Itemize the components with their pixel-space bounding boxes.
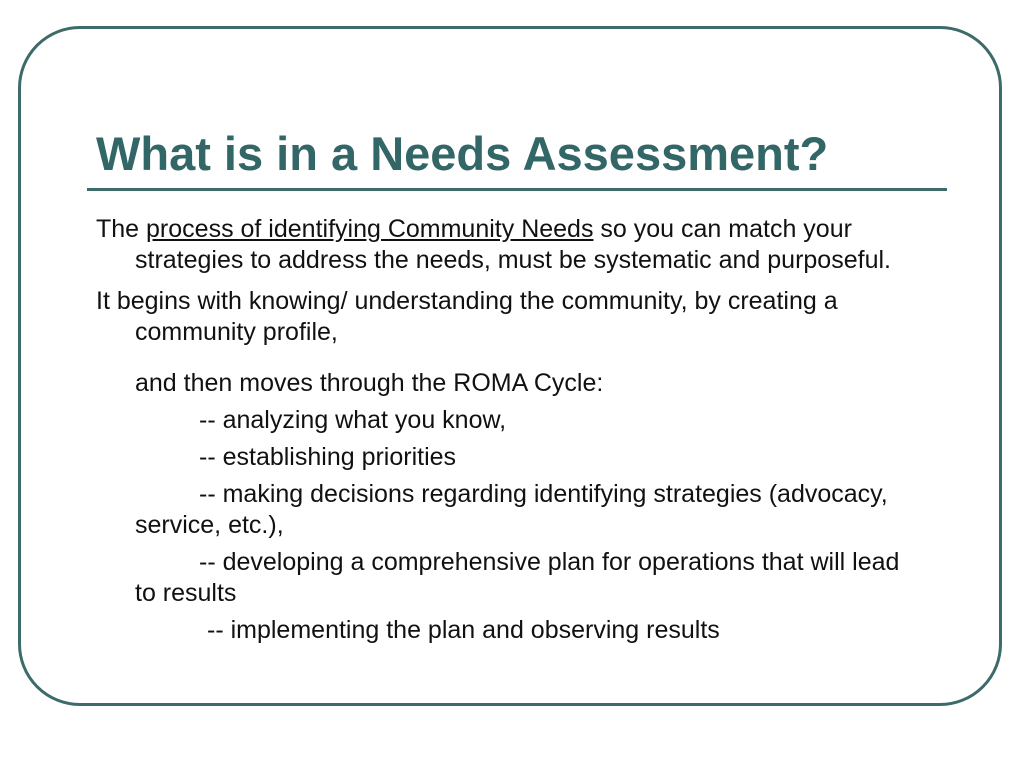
- paragraph-process-rest: so you can match your strategies to address the needs, must be systematic and purposeful.: [135, 215, 891, 274]
- slide-title: What is in a Needs Assessment?: [96, 127, 829, 180]
- roma-step: -- developing a comprehensive plan for operations that will lead to results: [135, 548, 900, 607]
- paragraph-process-lead: The: [96, 215, 147, 243]
- title-divider: [87, 188, 947, 191]
- roma-step: -- analyzing what you know,: [199, 406, 507, 434]
- roma-intro: and then moves through the ROMA Cycle:: [135, 369, 604, 397]
- roma-step: -- establishing priorities: [199, 443, 457, 471]
- paragraph-process: [96, 214, 926, 276]
- paragraph-community-profile: It begins with knowing/ understanding the community, by creating a community profile,: [96, 287, 838, 346]
- slide-body: [96, 214, 926, 646]
- roma-step: -- implementing the plan and observing results: [207, 616, 720, 644]
- underlined-phrase: process of identifying Community Needs: [146, 215, 594, 243]
- roma-step: -- making decisions regarding identifying strategies (advocacy, service, etc.),: [135, 480, 888, 539]
